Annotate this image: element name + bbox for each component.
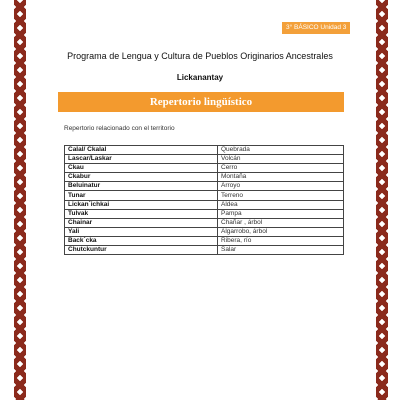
vocabulary-table [64, 145, 344, 255]
meaning-cell: Algarrobo, árbol [218, 227, 344, 236]
table-row [65, 182, 344, 191]
term-cell: Tunar [65, 191, 218, 200]
table-row [65, 173, 344, 182]
term-cell: Chainar [65, 218, 218, 227]
term-cell: Lickan´ichkai [65, 200, 218, 209]
term-cell: Back´cka [65, 236, 218, 245]
term-cell: Ckau [65, 164, 218, 173]
section-banner [58, 92, 344, 112]
meaning-cell: Pampa [218, 209, 344, 218]
table-row [65, 246, 344, 255]
term-cell: Chutckuntur [65, 246, 218, 255]
table-row [65, 218, 344, 227]
decorative-border-right [376, 0, 388, 400]
decorative-border-left [14, 0, 26, 400]
unit-badge: 3° BÁSICO Unidad 3 [282, 22, 350, 34]
meaning-cell: Terreno [218, 191, 344, 200]
vocabulary-table-body [65, 146, 344, 255]
table-row [65, 146, 344, 155]
table-row [65, 191, 344, 200]
table-row [65, 209, 344, 218]
term-cell: Lascar/Laskar [65, 155, 218, 164]
term-cell: Ckabur [65, 173, 218, 182]
table-row [65, 200, 344, 209]
table-row [65, 155, 344, 164]
meaning-cell: Salar [218, 246, 344, 255]
table-row [65, 227, 344, 236]
table-row [65, 236, 344, 245]
meaning-cell: Volcán [218, 155, 344, 164]
people-title: Lickanantay [176, 73, 224, 82]
intro-text: Repertorio relacionado con el territorio [64, 125, 175, 132]
section-title: Repertorio lingüístico [149, 96, 253, 108]
term-cell: Beluinatur [65, 182, 218, 191]
term-cell: Calal/ Ckalal [65, 146, 218, 155]
meaning-cell: Arroyo [218, 182, 344, 191]
term-cell: Yali [65, 227, 218, 236]
meaning-cell: Montaña [218, 173, 344, 182]
table-row [65, 164, 344, 173]
meaning-cell: Aldea [218, 200, 344, 209]
meaning-cell: Quebrada [218, 146, 344, 155]
meaning-cell: Cerro [218, 164, 344, 173]
program-title: Programa de Lengua y Cultura de Pueblos Originarios Ancestrales [67, 51, 333, 61]
meaning-cell: Chañar , árbol [218, 218, 344, 227]
term-cell: Tulvak [65, 209, 218, 218]
meaning-cell: Ribera, río [218, 236, 344, 245]
